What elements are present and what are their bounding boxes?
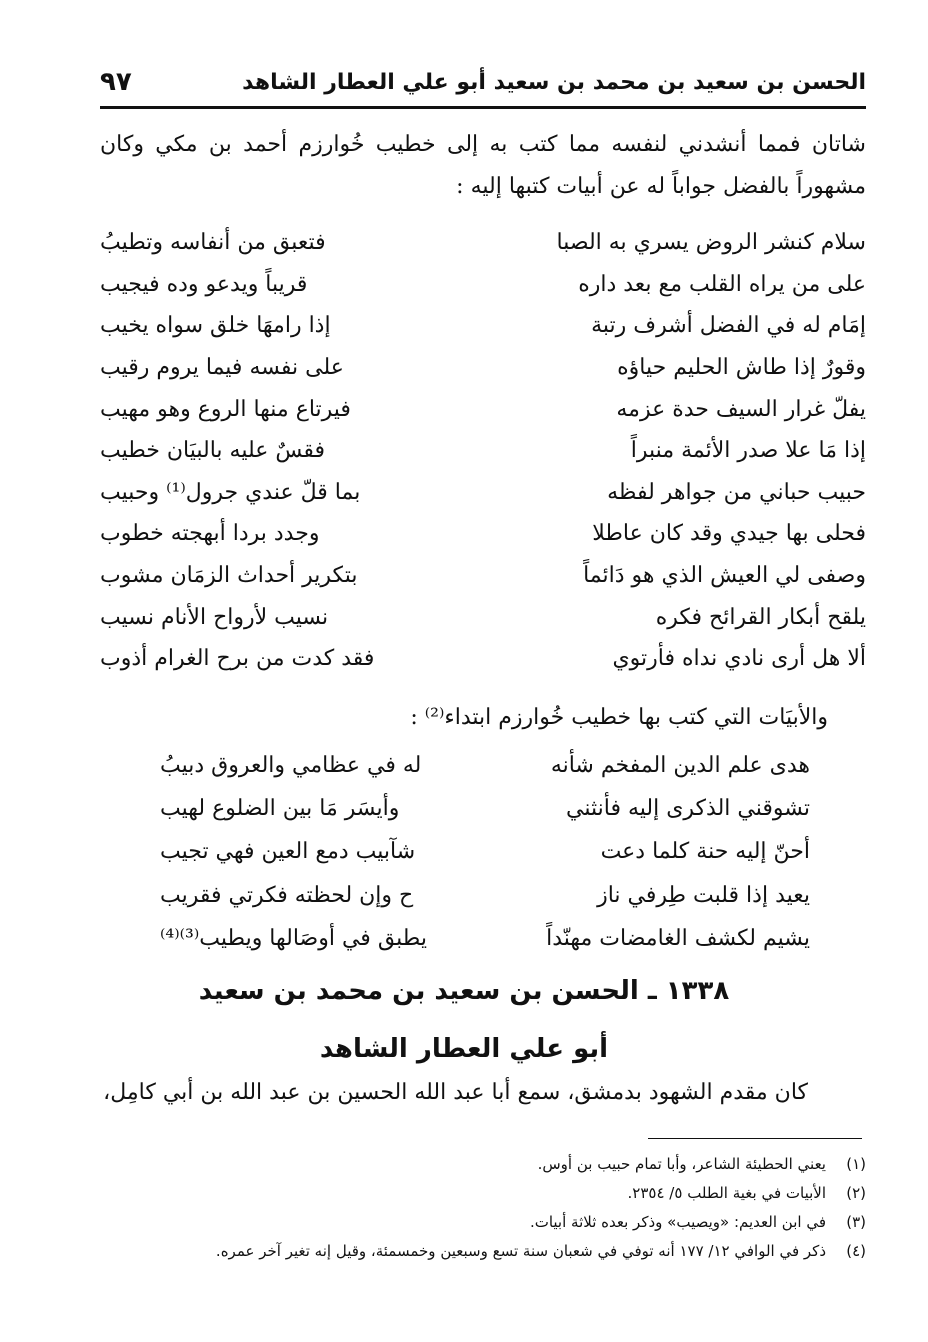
verse-second-half: له في عظامي والعروق دبيبُ <box>160 753 422 779</box>
verse-line <box>100 638 866 680</box>
verse-first-half: وصفى لي العيش الذي هو دَائماً <box>583 563 866 589</box>
poem-second <box>160 744 810 960</box>
footnote <box>120 1150 866 1179</box>
entry-number-and-name: ١٣٣٨ ـ الحسن بن سعيد بن محمد بن سعيد <box>198 976 730 1006</box>
verse-line <box>100 472 866 514</box>
verse-line <box>100 264 866 306</box>
verse-first-half: يعيد إذا قلبت طِرفي ناز <box>597 882 810 908</box>
verse-line <box>100 222 866 264</box>
intro-paragraph: شاتان فمما أنشدني لنفسه مما كتب به إلى خطيب خُوارزم أحمد بن مكي وكان مشهوراً بالفضل جواباً له عن أبيات كتبها إليه : <box>100 132 866 199</box>
verse-first-half: إذا مَا علا صدر الأئمة منبراً <box>630 438 866 464</box>
footnote-number: (٢) <box>846 1184 866 1202</box>
header-divider <box>100 106 866 109</box>
verse-line <box>160 787 810 830</box>
verse-second-half: فقسٌ عليه بالبيَان خطيب <box>100 438 326 464</box>
footnote-number: (١) <box>846 1155 866 1173</box>
biography-paragraph: كان مقدم الشهود بدمشق، سمع أبا عبد الله الحسين بن عبد الله بن أبي كامِل، <box>103 1080 808 1105</box>
footnote <box>120 1179 866 1208</box>
footnote-text: في ابن العديم: «ويصيب» وذكر بعده ثلاثة أبيات. <box>529 1213 826 1231</box>
verse-first-half: حبيب حباني من جواهر لفظه <box>607 479 866 505</box>
verse-second-half: يطبق في أوصَالها ويطيب⁽³⁾⁽⁴⁾ <box>160 925 427 951</box>
verse-second-half: إذا رامهَا خلق سواه يخيب <box>100 313 331 339</box>
verse-first-half: سلام كنشر الروض يسري به الصبا <box>556 230 866 256</box>
poem-first <box>100 222 866 680</box>
footnote-text: الأبيات في بغية الطلب ٥/ ٢٣٥٤. <box>627 1184 826 1202</box>
verse-line <box>160 830 810 873</box>
verse-line <box>100 305 866 347</box>
page-number: ٩٧ <box>100 67 132 97</box>
footnotes <box>120 1150 866 1266</box>
verse-second-half: بتكرير أحداث الزمَان مشوب <box>100 563 358 589</box>
verse-first-half: أحنّ إليه حنة كلما دعت <box>600 839 810 865</box>
verse-line <box>160 917 810 960</box>
verse-first-half: وقورٌ إذا طاش الحليم حياؤه <box>617 355 866 381</box>
verse-first-half: على من يراه القلب مع بعد داره <box>578 271 866 297</box>
footnote-text: يعني الحطيئة الشاعر، وأبا تمام حبيب بن أوس. <box>537 1155 826 1173</box>
verse-second-half: نسيب لأرواح الأنام نسيب <box>100 604 329 630</box>
verse-second-half: قريباً ويدعو وده فيجيب <box>100 271 308 297</box>
verse-second-half: وجدد بردا أبهجته خطوب <box>100 521 320 547</box>
verse-line <box>100 347 866 389</box>
verse-line <box>160 874 810 917</box>
verse-second-half: فتعبق من أنفاسه وتطيبُ <box>100 230 326 256</box>
verse-first-half: هدى علم الدين المفخم شأنه <box>550 753 810 779</box>
verse-line <box>100 513 866 555</box>
verse-first-half: يفلّ غرار السيف حدة عزمه <box>616 396 866 422</box>
verse-first-half: ألا هل أرى نادي نداه فأرتوي <box>612 646 866 672</box>
verse-second-half: فقد كدت من برح الغرام أذوب <box>100 646 375 672</box>
footnote-text: ذكر في الوافي ١٢/ ١٧٧ أنه توفي في شعبان سنة تسع وسبعين وخمسمئة، وقيل إنه تغير آخر عمره. <box>215 1242 826 1260</box>
verse-second-half: بما قلّ عندي جرول⁽¹⁾ وحبيب <box>100 479 361 505</box>
verse-line <box>160 744 810 787</box>
poem-second-intro: والأبيَات التي كتب بها خطيب خُوارزم ابتداء⁽²⁾ : <box>410 705 828 730</box>
verse-line <box>100 388 866 430</box>
biography-entry-heading <box>100 962 828 1078</box>
footnote-divider <box>648 1138 862 1139</box>
verse-first-half: يلقح أبكار القرائح فكره <box>655 604 866 630</box>
footnote <box>120 1208 866 1237</box>
verse-first-half: فحلى بها جيدي وقد كان عاطلا <box>592 521 866 547</box>
entry-kunya: أبو علي العطار الشاهد <box>319 1034 609 1064</box>
verse-first-half: تشوقني الذكرى إليه فأنثني <box>566 796 810 822</box>
verse-line <box>100 555 866 597</box>
verse-first-half: إمَام له في الفضل أشرف رتبة <box>591 313 866 339</box>
verse-line <box>100 430 866 472</box>
footnote-number: (٣) <box>846 1213 866 1231</box>
footnote <box>120 1237 866 1266</box>
verse-second-half: فيرتاع منها الروع وهو مهيب <box>100 396 351 422</box>
verse-second-half: وأيسَر مَا بين الضلوع لهيب <box>160 796 400 822</box>
footnote-number: (٤) <box>846 1242 866 1260</box>
page-header <box>100 60 866 104</box>
running-title: الحسن بن سعيد بن محمد بن سعيد أبو علي العطار الشاهد <box>242 69 866 95</box>
verse-line <box>100 596 866 638</box>
verse-second-half: ح وإن لحظته فكرتي فقريب <box>160 882 414 908</box>
verse-second-half: شآبيب دمع العين فهي تجيب <box>160 839 416 865</box>
verse-first-half: يشيم لكشف الغامضات مهنّداً <box>546 925 810 951</box>
verse-second-half: على نفسه فيما يروم رقيب <box>100 355 344 381</box>
